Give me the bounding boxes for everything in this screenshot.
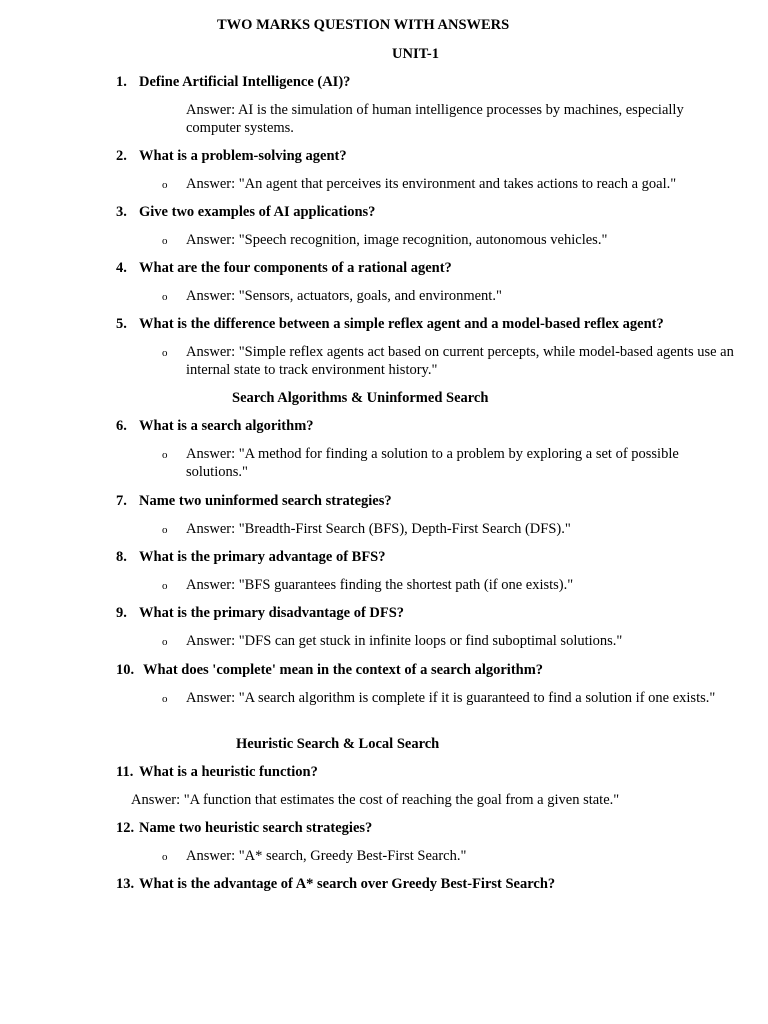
unit-heading: UNIT-1 — [392, 46, 440, 62]
question-text: What is the primary disadvantage of DFS? — [139, 605, 405, 621]
answer-text: Answer: "Speech recognition, image recognition, autonomous vehicles." — [186, 232, 608, 248]
question-text: Give two examples of AI applications? — [139, 204, 376, 220]
answer-text: Answer: "An agent that perceives its environment and takes actions to reach a goal." — [186, 176, 677, 192]
question-text: What does 'complete' mean in the context of a search algorithm? — [143, 662, 544, 678]
question-number: 9. — [116, 605, 127, 621]
question-number: 11. — [116, 764, 134, 780]
question-number: 4. — [116, 260, 127, 276]
bullet-marker: o — [162, 291, 168, 303]
answer-text: Answer: AI is the simulation of human intelligence processes by machines, especially computer systems. — [186, 102, 684, 136]
section-heading: Heuristic Search & Local Search — [236, 736, 440, 752]
question-number: 10. — [116, 662, 135, 678]
question-number: 12. — [116, 820, 135, 836]
question-text: Define Artificial Intelligence (AI)? — [139, 74, 351, 90]
question-text: Name two uninformed search strategies? — [139, 493, 392, 509]
answer-text: Answer: "A method for finding a solution to a problem by exploring a set of possible solutions." — [186, 446, 679, 480]
question-text: What is a problem-solving agent? — [139, 148, 347, 164]
bullet-marker: o — [162, 693, 168, 705]
bullet-marker: o — [162, 449, 168, 461]
question-text: Name two heuristic search strategies? — [139, 820, 373, 836]
bullet-marker: o — [162, 347, 168, 359]
answer-text: Answer: "A function that estimates the cost of reaching the goal from a given state." — [131, 792, 620, 808]
question-number: 3. — [116, 204, 127, 220]
question-text: What is a heuristic function? — [139, 764, 318, 780]
bullet-marker: o — [162, 179, 168, 191]
answer-text: Answer: "Simple reflex agents act based on current percepts, while model-based agents use an internal state to track environment history." — [186, 344, 734, 378]
bullet-marker: o — [162, 524, 168, 536]
answer-text: Answer: "Sensors, actuators, goals, and environment." — [186, 288, 502, 304]
document-title: TWO MARKS QUESTION WITH ANSWERS — [217, 17, 510, 33]
question-number: 2. — [116, 148, 127, 164]
bullet-marker: o — [162, 235, 168, 247]
bullet-marker: o — [162, 580, 168, 592]
question-number: 5. — [116, 316, 127, 332]
answer-text: Answer: "A search algorithm is complete if it is guaranteed to find a solution if one exists." — [186, 690, 716, 706]
question-number: 1. — [116, 74, 127, 90]
bullet-marker: o — [162, 851, 168, 863]
answer-text: Answer: "Breadth-First Search (BFS), Depth-First Search (DFS)." — [186, 521, 571, 537]
question-text: What is the primary advantage of BFS? — [139, 549, 386, 565]
question-text: What is a search algorithm? — [139, 418, 314, 434]
answer-text: Answer: "BFS guarantees finding the shortest path (if one exists)." — [186, 577, 574, 593]
section-heading: Search Algorithms & Uninformed Search — [232, 390, 489, 406]
question-text: What are the four components of a rational agent? — [139, 260, 452, 276]
answer-text: Answer: "DFS can get stuck in infinite loops or find suboptimal solutions." — [186, 633, 623, 649]
question-number: 13. — [116, 876, 135, 892]
question-text: What is the advantage of A* search over Greedy Best-First Search? — [139, 876, 556, 892]
question-number: 8. — [116, 549, 127, 565]
question-number: 7. — [116, 493, 127, 509]
bullet-marker: o — [162, 636, 168, 648]
question-text: What is the difference between a simple reflex agent and a model-based reflex agent? — [139, 316, 664, 332]
question-number: 6. — [116, 418, 127, 434]
answer-text: Answer: "A* search, Greedy Best-First Search." — [186, 848, 467, 864]
